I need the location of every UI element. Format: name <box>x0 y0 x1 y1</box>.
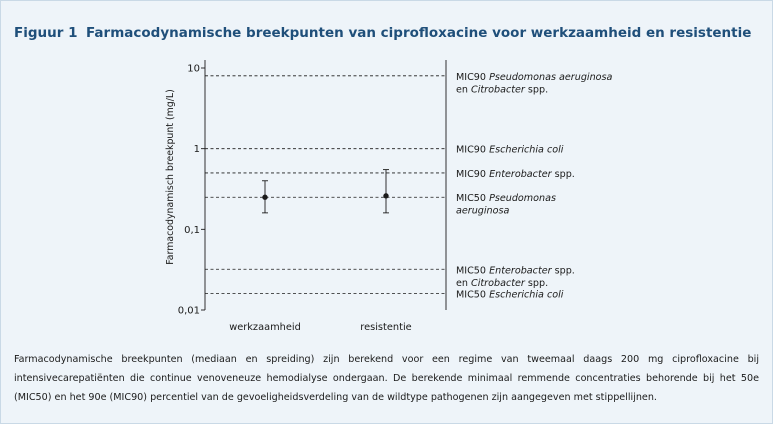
reference-label <box>456 278 548 289</box>
reference-label <box>456 265 575 276</box>
reference-label-segment: spp. <box>524 277 549 289</box>
reference-label-segment: MIC50 <box>456 289 490 301</box>
axes <box>165 60 446 317</box>
reference-label-segment: spp. <box>551 265 575 277</box>
reference-label-segment: en <box>456 84 472 96</box>
y-tick-label: 0,1 <box>184 224 200 236</box>
reference-label-segment: MIC50 <box>456 193 490 205</box>
median-point <box>383 193 388 198</box>
reference-label-segment: Enterobacter <box>489 168 552 180</box>
y-tick-label: 0,01 <box>177 305 200 317</box>
median-point <box>262 195 267 200</box>
reference-label <box>456 193 556 204</box>
reference-label-segment: MIC90 <box>456 71 490 83</box>
reference-label <box>456 290 564 301</box>
figure-caption: Farmacodynamische breekpunten (mediaan en spreiding) zijn berekend voor een regime van tweemaal daags 200 mg ciprofloxacine bij intensivecarepatiënten die continue venoveneuze hemodialyse ondergaan. De berekende minimaal remmende concentraties behorende bij het 50e (MIC50) en het 90e (MIC90) percentiel van de gevoeligheidsverdeling van de wildtype pathogenen zijn aangegeven met stippellijnen. <box>14 354 759 403</box>
reference-label <box>456 72 613 83</box>
reference-label-segment: MIC50 <box>456 265 490 277</box>
reference-label-segment: spp. <box>551 168 575 180</box>
reference-label-segment: MIC90 <box>456 168 490 180</box>
reference-label-segment: Citrobacter <box>471 277 525 289</box>
figure-label: Figuur 1 <box>14 25 78 41</box>
reference-label-segment: Pseudomonas aeruginosa <box>489 71 613 83</box>
data-points <box>262 170 389 213</box>
reference-lines <box>205 76 446 294</box>
reference-label <box>456 145 564 156</box>
reference-label-segment: spp. <box>524 84 549 96</box>
reference-label <box>456 206 510 217</box>
y-tick-label: 1 <box>193 144 200 156</box>
reference-label-segment: Pseudomonas <box>489 193 556 205</box>
reference-label-segment: Escherichia coli <box>489 289 564 301</box>
x-category-label: werkzaamheid <box>229 322 301 333</box>
y-axis-label: Farmacodynamisch breekpunt (mg/L) <box>165 89 176 265</box>
figure-title-text: Farmacodynamische breekpunten van ciprofloxacine voor werkzaamheid en resistentie <box>86 25 752 41</box>
reference-label-segment: en <box>456 277 472 289</box>
x-category-label: resistentie <box>360 322 412 333</box>
reference-label <box>456 84 548 95</box>
reference-label-segment: MIC90 <box>456 144 490 156</box>
reference-label-segment: Escherichia coli <box>489 144 564 156</box>
reference-label-segment: Enterobacter <box>489 265 552 277</box>
reference-label <box>456 169 575 180</box>
reference-label-segment: Citrobacter <box>471 84 525 96</box>
y-tick-label: 10 <box>187 63 200 75</box>
reference-label-segment: aeruginosa <box>456 205 510 217</box>
